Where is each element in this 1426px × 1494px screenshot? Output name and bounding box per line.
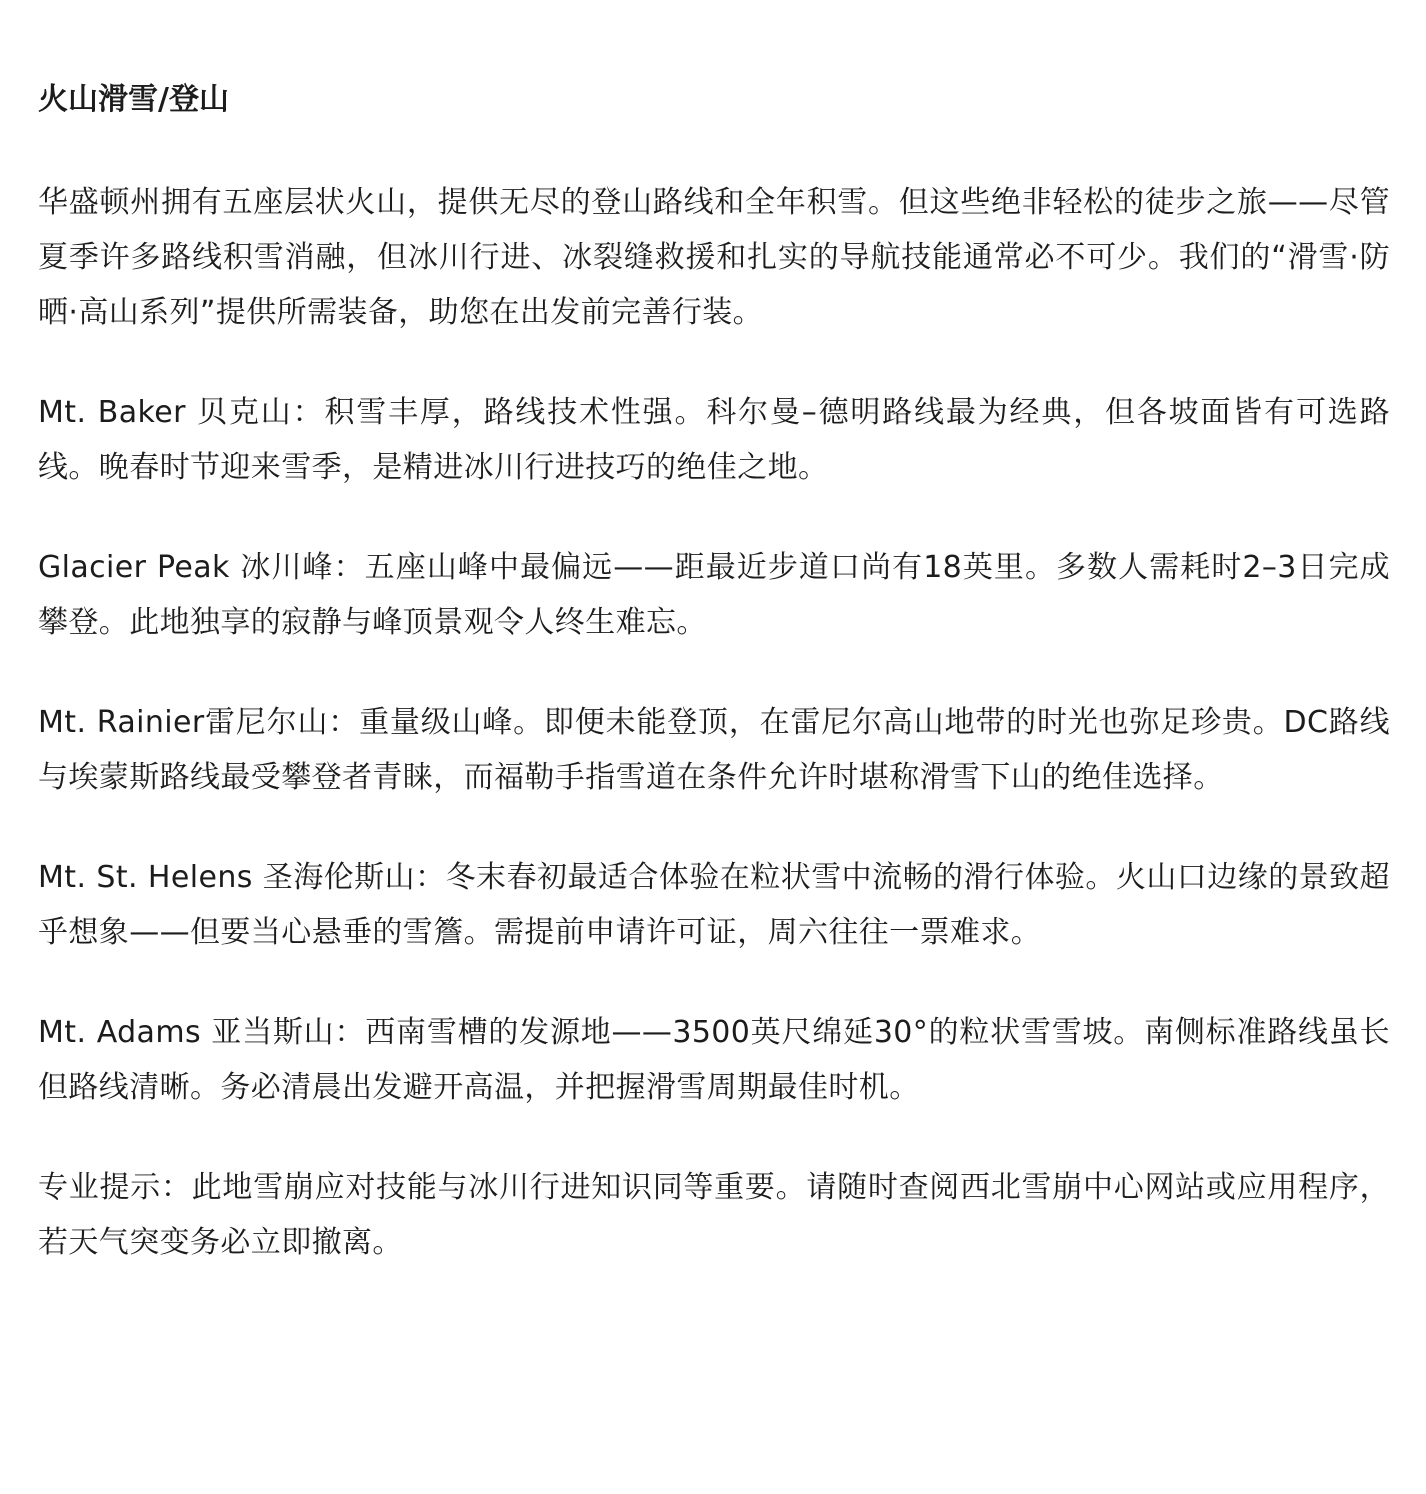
article-title: 火山滑雪/登山 xyxy=(38,82,229,117)
intro-paragraph: 华盛顿州拥有五座层状火山，提供无尽的登山路线和全年积雪。但这些绝非轻松的徒步之旅——尽管夏季许多路线积雪消融，但冰川行进、冰裂缝救援和扎实的导航技能通常必不可少。我们的“滑雪·防晒·高山系列”提供所需装备，助您在出发前完善行装。 xyxy=(38,185,1390,330)
glacier-peak-paragraph: Glacier Peak 冰川峰：五座山峰中最偏远——距最近步道口尚有18英里。多数人需耗时2–3日完成攀登。此地独享的寂静与峰顶景观令人终生难忘。 xyxy=(38,550,1390,640)
mt-baker-paragraph: Mt. Baker 贝克山：积雪丰厚，路线技术性强。科尔曼–德明路线最为经典，但各坡面皆有可选路线。晚春时节迎来雪季，是精进冰川行进技巧的绝佳之地。 xyxy=(38,395,1390,485)
mt-rainier-paragraph: Mt. Rainier雷尼尔山：重量级山峰。即便未能登顶，在雷尼尔高山地带的时光也弥足珍贵。DC路线与埃蒙斯路线最受攀登者青睐，而福勒手指雪道在条件允许时堪称滑雪下山的绝佳选择。 xyxy=(38,705,1390,795)
mt-adams-paragraph: Mt. Adams 亚当斯山：西南雪槽的发源地——3500英尺绵延30°的粒状雪雪坡。南侧标准路线虽长但路线清晰。务必清晨出发避开高温，并把握滑雪周期最佳时机。 xyxy=(38,1015,1390,1105)
pro-tip-paragraph: 专业提示：此地雪崩应对技能与冰川行进知识同等重要。请随时查阅西北雪崩中心网站或应用程序，若天气突变务必立即撤离。 xyxy=(38,1170,1390,1260)
mt-st-helens-paragraph: Mt. St. Helens 圣海伦斯山：冬末春初最适合体验在粒状雪中流畅的滑行体验。火山口边缘的景致超乎想象——但要当心悬垂的雪簷。需提前申请许可证，周六往往一票难求。 xyxy=(38,860,1390,950)
article xyxy=(38,70,1390,1270)
